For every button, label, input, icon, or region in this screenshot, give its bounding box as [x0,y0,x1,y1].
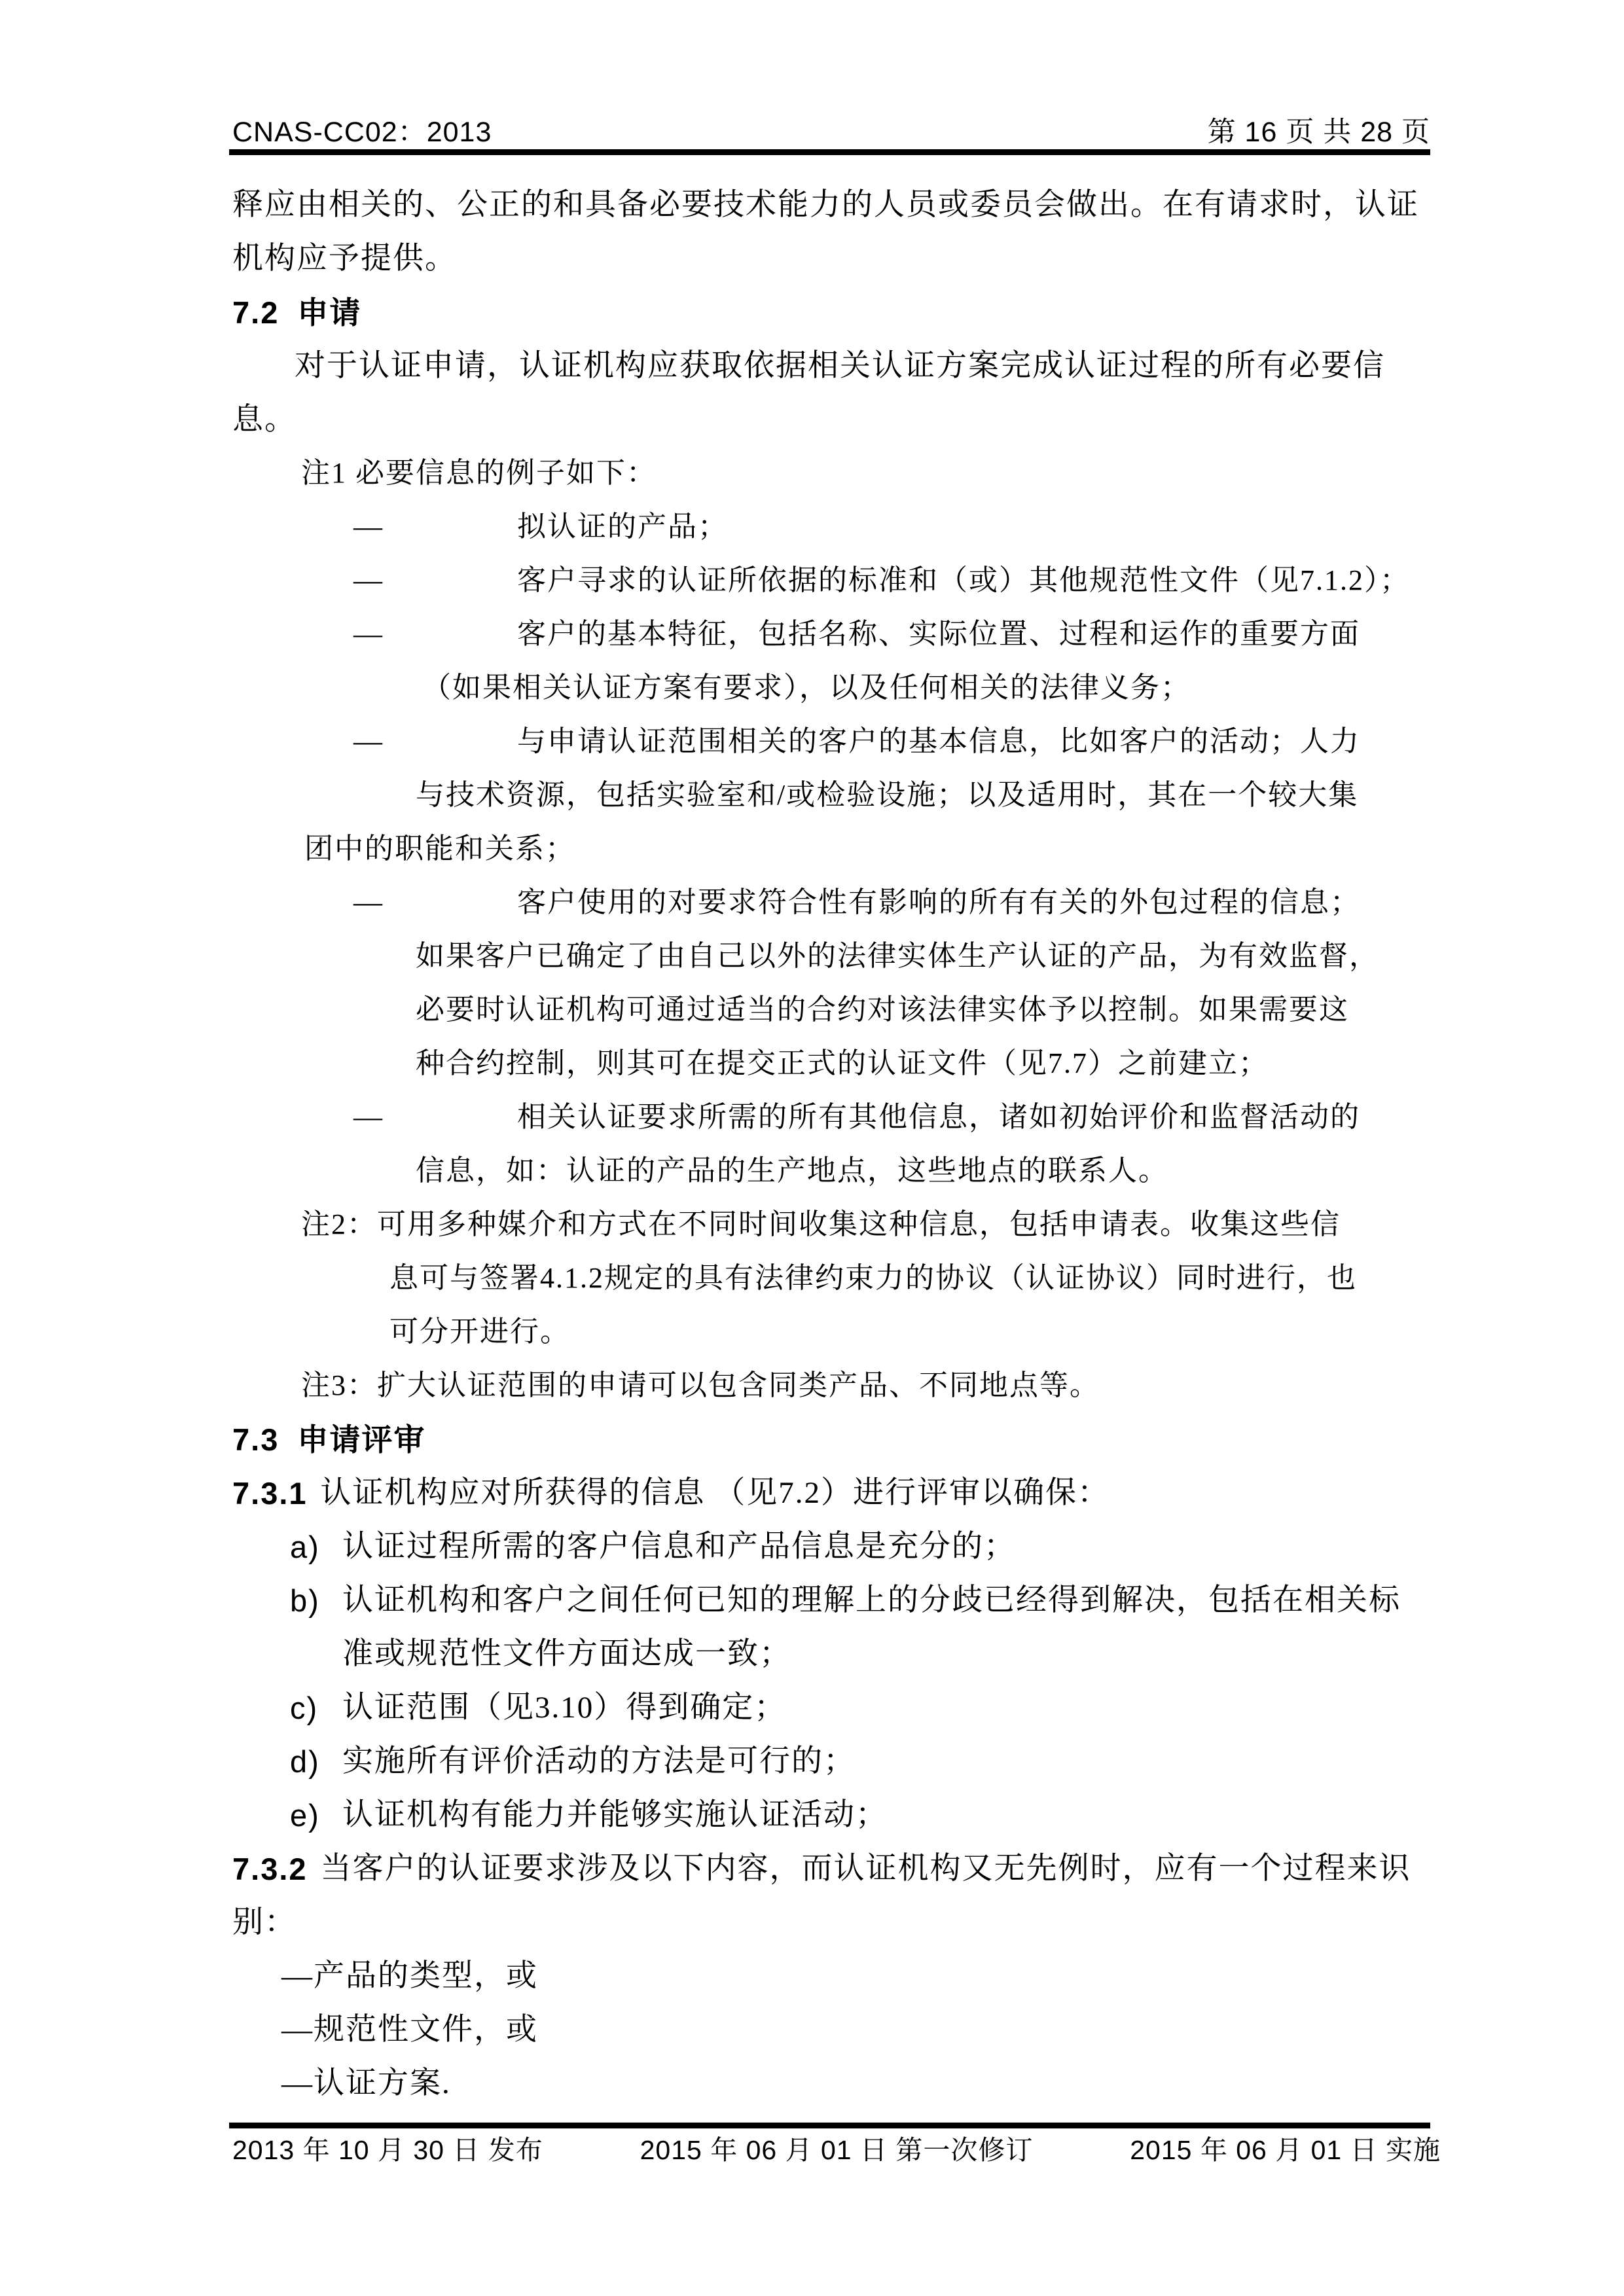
note3-line [0,1359,1624,1412]
list-item-c [0,1681,1624,1734]
text: 认证范围（见3.10）得到确定； [342,1690,787,1725]
text: 信息，如：认证的产品的生产地点，这些地点的联系人。 [416,1155,1168,1187]
text: 认证机构应对所获得的信息 （见7.2）进行评审以确保： [320,1475,1110,1510]
note2-line [0,1251,1624,1305]
text: 机构应予提供。 [232,241,457,276]
text: 客户使用的对要求符合性有影响的所有有关的外包过程的信息； [517,886,1360,918]
list-item [0,500,1624,554]
text: （如果相关认证方案有要求），以及任何相关的法律义务； [422,672,1191,704]
note1-label [0,446,1624,500]
page-footer [232,2129,1441,2166]
page-header [232,110,1430,150]
list-item-b-continuation [0,1627,1624,1681]
paragraph-line [0,232,1624,285]
text: 注2：可用多种媒介和方式在不同时间收集这种信息，包括申请表。收集这些信 [301,1208,1341,1240]
text: 别： [232,1905,297,1939]
item-label: d) [290,1744,320,1779]
text: 相关认证要求所需的所有其他信息，诸如初始评价和监督活动的 [517,1101,1360,1133]
dash-list-item [0,2003,1624,2056]
text: 与技术资源，包括实验室和/或检验设施；以及适用时，其在一个较大集 [416,779,1359,811]
text: 对于认证申请，认证机构应获取依据相关认证方案完成认证过程的所有必要信 [295,348,1385,383]
text: 息可与签署4.1.2规定的具有法律约束力的协议（认证协议）同时进行，也 [389,1262,1357,1294]
text: 如果客户已确定了由自己以外的法律实体生产认证的产品，为有效监督， [416,940,1379,972]
text: 当客户的认证要求涉及以下内容，而认证机构又无先例时，应有一个过程来识 [320,1851,1411,1886]
list-item-e [0,1788,1624,1842]
dash-marker: — [353,618,384,650]
list-item-b [0,1573,1624,1627]
list-item [0,715,1624,768]
text: 与申请认证范围相关的客户的基本信息，比如客户的活动；人力 [517,725,1360,757]
text: 认证机构和客户之间任何已知的理解上的分歧已经得到解决，包括在相关标 [342,1583,1401,1617]
dash-marker: — [353,725,384,757]
document-body [0,178,1624,2110]
dash-list-item [0,1949,1624,2003]
issue-date: 2013 年 10 月 30 日 发布 [232,2134,543,2165]
clause-number: 7.3 [232,1422,280,1457]
list-item-d [0,1734,1624,1788]
list-item-continuation [0,822,1624,876]
text: 认证机构有能力并能够实施认证活动； [342,1797,888,1832]
dash-marker: — [353,564,384,596]
text: —认证方案. [281,2066,451,2100]
paragraph-line [0,339,1624,393]
text: —产品的类型，或 [281,1958,538,1993]
revision-date: 2015 年 06 月 01 日 第一次修订 [640,2134,1034,2165]
dash-marker: — [353,886,384,918]
text: 客户的基本特征，包括名称、实际位置、过程和运作的重要方面 [517,618,1360,650]
implement-date: 2015 年 06 月 01 日 实施 [1130,2134,1441,2165]
list-item [0,1090,1624,1144]
text: 准或规范性文件方面达成一致； [342,1636,791,1671]
text: 可分开进行。 [389,1316,570,1348]
text: 拟认证的产品； [517,511,728,543]
text: 息。 [232,402,297,437]
clause-7-3-1 [0,1466,1624,1520]
heading-7-2 [0,285,1624,339]
note2-line [0,1198,1624,1251]
text: 实施所有评价活动的方法是可行的； [342,1744,856,1778]
paragraph-line [0,393,1624,446]
item-label: b) [290,1583,320,1618]
note2-line [0,1305,1624,1359]
dash-list-item [0,2056,1624,2110]
clause-7-3-2 [0,1842,1624,1895]
item-label: a) [290,1529,320,1564]
list-item-continuation [0,661,1624,715]
list-item-a [0,1520,1624,1573]
heading-7-3 [0,1412,1624,1466]
list-item-continuation [0,929,1624,983]
clause-7-3-2-continuation [0,1895,1624,1949]
clause-number: 7.2 [232,295,280,330]
page-number: 第 16 页 共 28 页 [1207,117,1430,148]
text: 释应由相关的、公正的和具备必要技术能力的人员或委员会做出。在有请求时，认证 [232,187,1419,222]
clause-title: 申请评审 [297,1422,426,1457]
clause-number: 7.3.1 [232,1475,308,1511]
text: 注3：扩大认证范围的申请可以包含同类产品、不同地点等。 [301,1369,1100,1401]
clause-title: 申请 [297,295,362,330]
text: 团中的职能和关系； [304,833,575,865]
dash-marker: — [353,511,384,543]
text: 必要时认证机构可通过适当的合约对该法律实体予以控制。如果需要这 [416,994,1349,1026]
list-item [0,876,1624,929]
text: —规范性文件，或 [281,2012,538,2047]
paragraph-line [0,178,1624,232]
list-item [0,607,1624,661]
header-rule [229,149,1430,155]
list-item [0,554,1624,607]
clause-number: 7.3.2 [232,1851,308,1886]
item-label: c) [290,1690,319,1725]
item-label: e) [290,1797,320,1833]
list-item-continuation [0,768,1624,822]
list-item-continuation [0,1037,1624,1090]
text: 注1 必要信息的例子如下： [301,457,657,489]
text: 种合约控制，则其可在提交正式的认证文件（见7.7）之前建立； [416,1047,1269,1079]
text: 客户寻求的认证所依据的标准和（或）其他规范性文件（见7.1.2）； [517,564,1410,596]
dash-marker: — [353,1101,384,1133]
text: 认证过程所需的客户信息和产品信息是充分的； [342,1529,1016,1564]
list-item-continuation [0,1144,1624,1198]
list-item-continuation [0,983,1624,1037]
document-code: CNAS-CC02：2013 [232,117,492,148]
